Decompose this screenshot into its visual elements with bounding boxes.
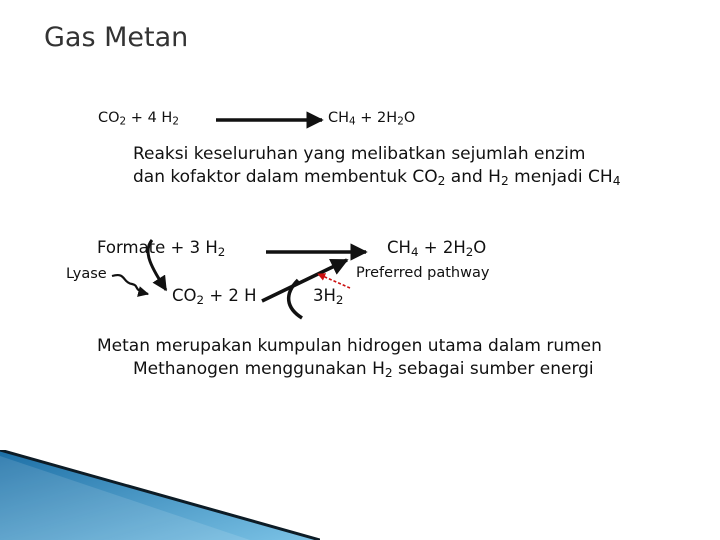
description-line-2: dan kofaktor dalam membentuk $CO_2$ and $H_2$ menjadi $CH_4$ [133, 167, 621, 189]
lyase-label: Lyase [66, 266, 107, 282]
co2-label: $CO_2 + 2$ H [172, 286, 257, 307]
slide-title: Gas Metan [44, 22, 189, 53]
co2-curve-arrow [148, 240, 166, 290]
preferred-pathway-arrow [318, 274, 350, 288]
formate-label: Formate + 3 $H_2$ [97, 238, 226, 259]
reaction1-reactants: $CO_2 + 4$ $H_2$ [98, 110, 179, 128]
corner-decoration [0, 450, 320, 540]
description-line-1: Reaksi keseluruhan yang melibatkan sejumlah enzim [133, 144, 586, 164]
product-label: $CH_4 + 2H_2O$ [387, 238, 487, 259]
lyase-arrow [112, 275, 148, 294]
reaction1-products: $CH_4 + 2H_2O$ [328, 110, 416, 128]
h2-label: $3H_2$ [313, 286, 344, 307]
note-line-1: Metan merupakan kumpulan hidrogen utama dalam rumen [97, 336, 602, 356]
note-line-2: Methanogen menggunakan $H_2$ sebagai sumber energi [133, 359, 594, 381]
preferred-pathway-label: Preferred pathway [356, 265, 490, 281]
